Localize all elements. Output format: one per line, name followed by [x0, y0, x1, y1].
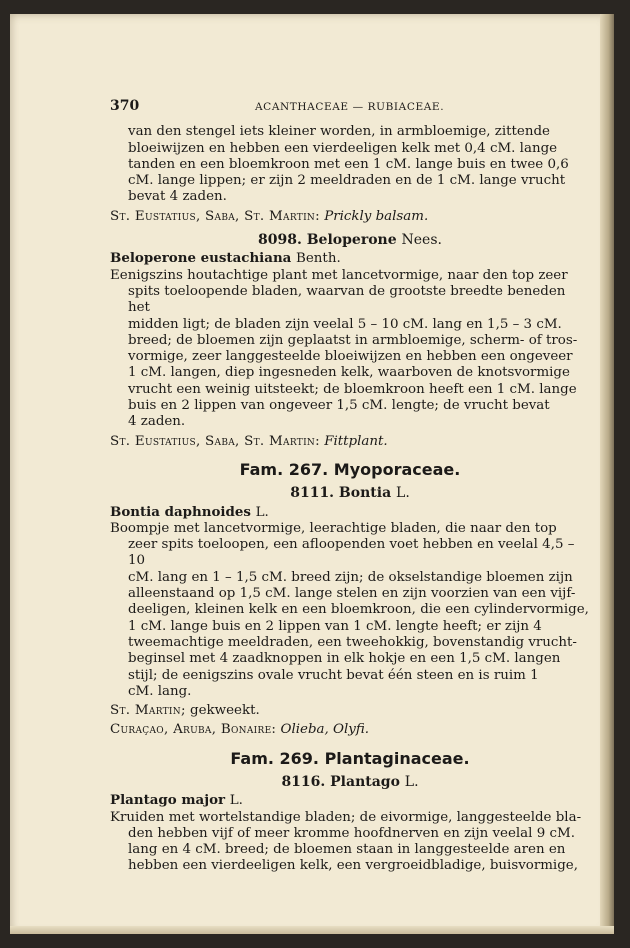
text-line: lang en 4 cM. breed; de bloemen staan in langgesteelde aren en: [128, 842, 566, 858]
page-number: 370: [110, 98, 140, 114]
common-name: Fittplant.: [324, 433, 388, 449]
genus-name: 8111. Bontia: [290, 485, 392, 502]
text-line: buis en 2 lippen van ongeveer 1,5 cM. lengte; de vrucht bevat: [128, 398, 550, 414]
genus-author: L.: [404, 773, 419, 790]
text-line: spits toeloopende bladen, waarvan de grootste breedte beneden het: [128, 283, 566, 316]
book-page: [10, 14, 614, 934]
species-description: [110, 268, 590, 431]
common-name: Prickly balsam.: [324, 208, 429, 224]
species-heading: [110, 792, 590, 809]
text-line: 1 cM. lange buis en 2 lippen van 1 cM. lengte heeft; er zijn 4: [128, 618, 542, 634]
family-heading: Fam. 269. Plantaginaceae.: [230, 748, 470, 768]
locality-note: gekweekt.: [190, 703, 260, 719]
genus-heading: [110, 232, 590, 248]
species-name: Bontia daphnoides: [110, 503, 251, 520]
locality-line: [110, 434, 590, 450]
genus-author: Nees.: [401, 232, 442, 249]
text-line: cM. lang en 1 – 1,5 cM. breed zijn; de okselstandige bloemen zijn: [128, 569, 573, 585]
locality-islands: Curaçao, Aruba, Bonaire:: [110, 722, 277, 738]
text-line: Kruiden met wortelstandige bladen; de eivormige, langgesteelde bla-: [110, 809, 582, 825]
common-name: Olieba, Olyfi.: [280, 722, 370, 738]
description-continued: [110, 124, 590, 205]
species-author: L.: [255, 504, 269, 520]
page-content: [110, 98, 590, 875]
text-line: 1 cM. langen, diep ingesneden kelk, waarboven de knotsvormige: [128, 365, 570, 381]
book-spine-shadow: [600, 14, 614, 934]
text-line: breed; de bloemen zijn geplaatst in armbloemige, scherm- of tros-: [128, 332, 578, 348]
text-line: cM. lange lippen; er zijn 2 meeldraden en de 1 cM. lange vrucht: [128, 173, 566, 189]
genus-author: L.: [396, 485, 410, 502]
text-line: stijl; de eenigszins ovale vrucht bevat één steen en is ruim 1: [128, 667, 539, 683]
running-head: ACANTHACEAE — RUBIACEAE.: [255, 101, 445, 113]
species-heading: [110, 504, 590, 521]
text-line: Eenigszins houtachtige plant met lancetvormige, naar den top zeer: [110, 267, 568, 283]
text-line: bevat 4 zaden.: [128, 189, 227, 205]
page-bottom-edge: [10, 926, 614, 934]
text-line: hebben een vierdeeligen kelk, een vergroeidbladige, buisvormige,: [128, 858, 578, 874]
species-author: Benth.: [296, 251, 341, 267]
species-description: [110, 521, 590, 700]
text-line: vrucht een weinig uitsteekt; de bloemkroon heeft een 1 cM. lange: [128, 381, 577, 397]
locality-line: [110, 703, 590, 719]
family-heading: Fam. 267. Myoporaceae.: [239, 459, 461, 479]
locality-islands: St. Martin;: [110, 703, 186, 719]
species-name: Beloperone eustachiana: [110, 250, 292, 267]
genus-name: 8098. Beloperone: [258, 232, 397, 249]
text-line: Boompje met lancetvormige, leerachtige bladen, die naar den top: [110, 520, 557, 536]
text-line: beginsel met 4 zaadknoppen in elk hokje en een 1,5 cM. langen: [128, 651, 561, 667]
locality-islands: St. Eustatius, Saba, St. Martin:: [110, 433, 320, 449]
text-line: tweemachtige meeldraden, een tweehokkig, bovenstandig vrucht-: [128, 634, 577, 650]
species-name: Plantago major: [110, 792, 226, 809]
genus-heading: [110, 485, 590, 501]
species-author: L.: [229, 793, 243, 809]
text-line: den hebben vijf of meer kromme hoofdnerven en zijn veelal 9 cM.: [128, 825, 575, 841]
locality-islands: St. Eustatius, Saba, St. Martin:: [110, 208, 320, 224]
text-line: zeer spits toeloopen, een afloopenden voet hebben en veelal 4,5 – 10: [128, 537, 575, 569]
species-description: [110, 810, 590, 875]
text-line: vormige, zeer langgesteelde bloeiwijzen en hebben een ongeveer: [128, 349, 573, 365]
text-line: bloeiwijzen en hebben een vierdeeligen kelk met 0,4 cM. lange: [128, 140, 558, 156]
text-line: tanden en een bloemkroon met een 1 cM. lange buis en twee 0,6: [128, 156, 569, 172]
text-line: alleenstaand op 1,5 cM. lange stelen en zijn voorzien van een vijf-: [128, 586, 576, 602]
text-line: cM. lang.: [128, 683, 192, 699]
text-line: van den stengel iets kleiner worden, in armbloemige, zittende: [128, 124, 550, 140]
genus-heading: [110, 774, 590, 790]
locality-line: [110, 209, 590, 225]
page-header: [110, 98, 590, 115]
text-line: midden ligt; de bladen zijn veelal 5 – 10 cM. lang en 1,5 – 3 cM.: [128, 316, 562, 332]
genus-name: 8116. Plantago: [281, 773, 400, 790]
locality-line: [110, 722, 590, 738]
text-line: deeligen, kleinen kelk en een bloemkroon, die een cylindervormige,: [128, 602, 589, 618]
species-heading: [110, 250, 590, 267]
text-line: 4 zaden.: [128, 414, 186, 430]
